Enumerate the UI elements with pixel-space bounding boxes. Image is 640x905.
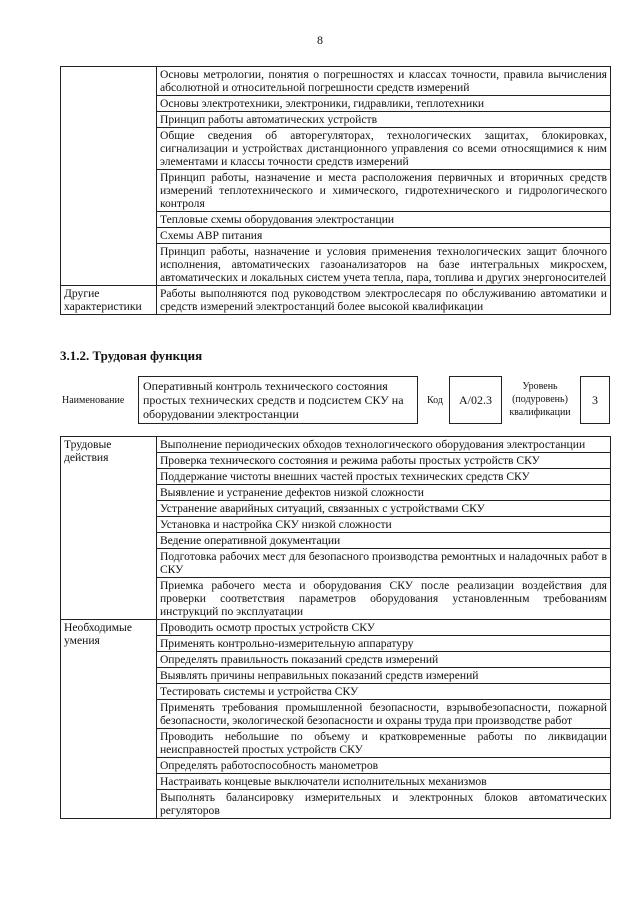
knowledge-table xyxy=(60,66,611,315)
knowledge-item: Тепловые схемы оборудования электростанции xyxy=(156,212,610,228)
qualification-level-box: 3 xyxy=(580,376,610,424)
function-name-box: Оперативный контроль технического состояния простых технических средств и подсистем СКУ на оборудовании электростанции xyxy=(138,376,418,424)
labor-action-item: Поддержание чистоты внешних частей простых технических средств СКУ xyxy=(156,469,610,485)
labor-action-item: Подготовка рабочих мест для безопасного производства ремонтных и наладочных работ в СКУ xyxy=(156,549,610,578)
skill-item: Проводить осмотр простых устройств СКУ xyxy=(156,620,610,636)
empty-label-cell xyxy=(61,67,157,286)
labor-action-item: Ведение оперативной документации xyxy=(156,533,610,549)
skill-item: Проводить небольшие по объему и кратковременные работы по ликвидации неисправностей простых устройств СКУ xyxy=(156,729,610,758)
skill-item: Настраивать концевые выключатели исполнительных механизмов xyxy=(156,774,610,790)
knowledge-item: Принцип работы, назначение и места расположения первичных и вторичных средств измерений теплотехнического и химического, гидротехнического и гидрологического контроля xyxy=(156,170,610,212)
labor-action-item: Выполнение периодических обходов технологического оборудования электростанции xyxy=(156,437,610,453)
knowledge-item: Основы метрологии, понятия о погрешностях и классах точности, правила вычисления абсолютной и относительной погрешности средств измерений xyxy=(156,67,610,96)
labor-action-item: Устранение аварийных ситуаций, связанных с устройствами СКУ xyxy=(156,501,610,517)
labor-action-item: Выявление и устранение дефектов низкой сложности xyxy=(156,485,610,501)
knowledge-item: Схемы АВР питания xyxy=(156,228,610,244)
knowledge-item: Основы электротехники, электроники, гидравлики, теплотехники xyxy=(156,96,610,112)
knowledge-item: Принцип работы, назначение и условия применения технологических защит блочного исполнения, автоматических газоанализаторов на базе интегральных микросхем, автоматических и локальных систем учета тепла, пара, топлива и других энергоносителей xyxy=(156,244,610,286)
knowledge-item: Общие сведения об авторегуляторах, технологических защитах, блокировках, сигнализации и устройствах дистанционного управления со всеми относящимися к ним элементами и классы точности средств измерений xyxy=(156,128,610,170)
required-skills-label: Необходимые умения xyxy=(61,620,157,819)
code-label: Код xyxy=(427,395,443,406)
other-characteristics-text: Работы выполняются под руководством электрослесаря по обслуживанию автоматики и средств измерений электростанций более высокой квалификации xyxy=(156,286,610,315)
skill-item: Выполнять балансировку измерительных и электронных блоков автоматических регуляторов xyxy=(156,790,610,819)
name-label: Наименование xyxy=(62,395,125,406)
qualification-level-label: Уровень (подуровень) квалификации xyxy=(509,381,571,418)
labor-action-item: Приемка рабочего места и оборудования СКУ после реализации воздействия для проверки соответствия параметров оборудования установленным требованиям инструкций по эксплуатации xyxy=(156,578,610,620)
skill-item: Выявлять причины неправильных показаний средств измерений xyxy=(156,668,610,684)
section-title: 3.1.2. Трудовая функция xyxy=(60,348,203,363)
labor-function-table xyxy=(60,436,611,819)
page-number: 8 xyxy=(317,33,323,47)
skill-item: Тестировать системы и устройства СКУ xyxy=(156,684,610,700)
skill-item: Применять требования промышленной безопасности, взрывобезопасности, пожарной безопасности, экологической безопасности и охраны труда при производстве работ xyxy=(156,700,610,729)
skill-item: Применять контрольно-измерительную аппаратуру xyxy=(156,636,610,652)
skill-item: Определять работоспособность манометров xyxy=(156,758,610,774)
other-characteristics-label: Другие характеристики xyxy=(61,286,157,315)
labor-action-item: Проверка технического состояния и режима работы простых устройств СКУ xyxy=(156,453,610,469)
knowledge-item: Принцип работы автоматических устройств xyxy=(156,112,610,128)
code-value-box: А/02.3 xyxy=(449,376,502,424)
skill-item: Определять правильность показаний средств измерений xyxy=(156,652,610,668)
labor-action-item: Установка и настройка СКУ низкой сложности xyxy=(156,517,610,533)
labor-actions-label: Трудовые действия xyxy=(61,437,157,620)
